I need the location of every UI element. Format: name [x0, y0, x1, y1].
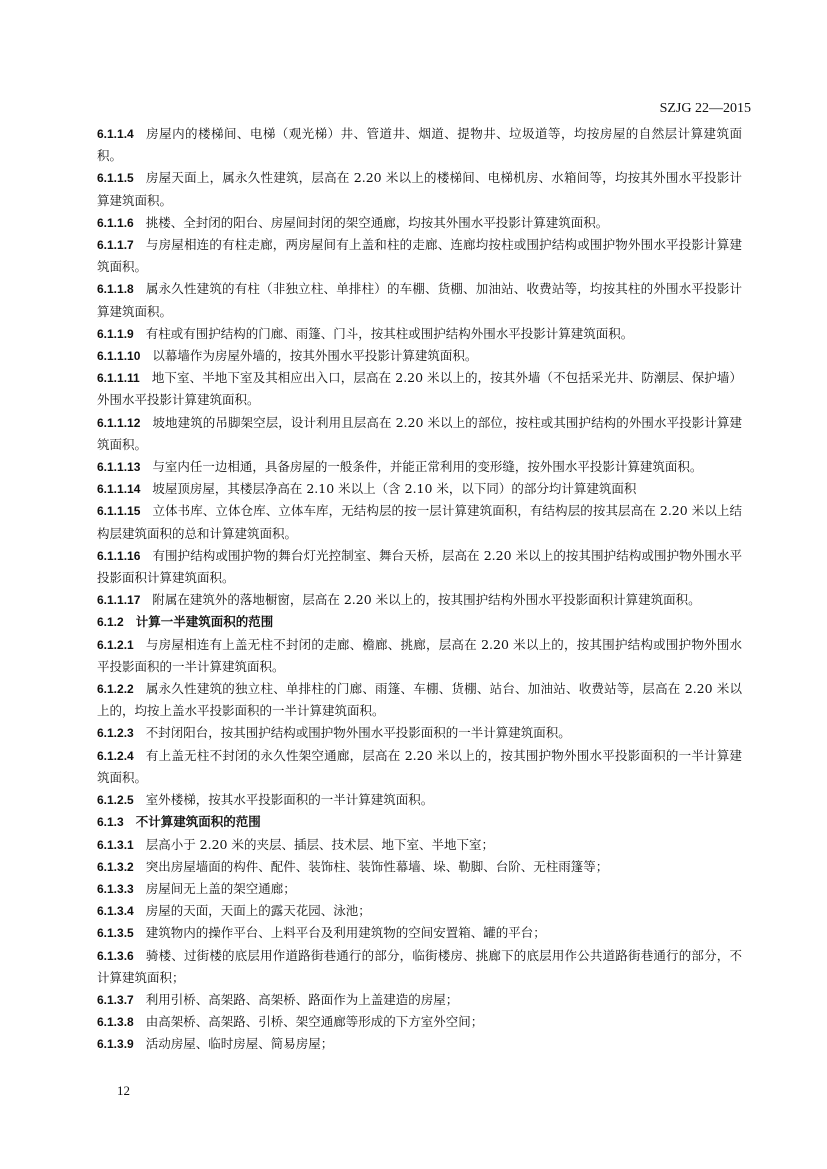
clause-text: 房屋内的楼梯间、电梯（观光梯）井、管道井、烟道、提物井、垃圾道等，均按房屋的自然层计算建筑面积。 [97, 126, 742, 164]
clause-text: 建筑物内的操作平台、上料平台及利用建筑物的空间安置箱、罐的平台； [145, 925, 546, 941]
clause-item [97, 878, 742, 900]
clause-item [97, 456, 742, 478]
clause-item [97, 500, 742, 544]
clause-text: 房屋天面上，属永久性建筑，层高在 2.20 米以上的楼梯间、电梯机房、水箱间等，均按其外围水平投影计算建筑面积。 [97, 170, 742, 208]
clause-item [97, 478, 742, 500]
clause-item [97, 278, 742, 322]
clause-item [97, 922, 742, 944]
clause-number: 6.1.1.17 [97, 593, 141, 608]
clause-item [97, 167, 742, 211]
standard-code: SZJG 22—2015 [659, 101, 751, 116]
clause-text: 有上盖无柱不封闭的永久性架空通廊，层高在 2.20 米以上的，按其围护物外围水平投影面积的一半计算建筑面积。 [97, 747, 742, 785]
clause-text: 活动房屋、临时房屋、简易房屋； [145, 1036, 334, 1052]
clause-text: 属永久性建筑的有柱（非独立柱、单排柱）的车棚、货棚、加油站、收费站等，均按其柱的外围水平投影计算建筑面积。 [97, 281, 742, 319]
section-heading [97, 611, 742, 633]
clause-list [97, 123, 742, 1056]
clause-text: 立体书库、立体仓库、立体车库，无结构层的按一层计算建筑面积，有结构层的按其层高在 2.20 米以上结构层建筑面积的总和计算建筑面积。 [97, 503, 742, 541]
clause-number: 6.1.3.1 [97, 837, 134, 852]
clause-item [97, 834, 742, 856]
clause-number: 6.1.1.15 [97, 504, 141, 519]
clause-number: 6.1.1.8 [97, 282, 134, 297]
clause-text: 与房屋相连有上盖无柱不封闭的走廊、檐廊、挑廊，层高在 2.20 米以上的，按其围护结构或围护物外围水平投影面积的一半计算建筑面积。 [97, 636, 742, 674]
clause-text: 有围护结构或围护物的舞台灯光控制室、舞台天桥，层高在 2.20 米以上的按其围护结构或围护物外围水平投影面积计算建筑面积。 [97, 547, 742, 586]
clause-text: 由高架桥、高架路、引桥、架空通廊等形成的下方室外空间； [145, 1014, 484, 1030]
clause-number: 6.1.1.11 [97, 371, 140, 386]
clause-item [97, 212, 742, 234]
clause-text: 附属在建筑外的落地橱窗，层高在 2.20 米以上的，按其围护结构外围水平投影面积计算建筑面积。 [152, 592, 701, 608]
clause-text: 与室内任一边相通，具备房屋的一般条件，并能正常利用的变形缝，按外围水平投影计算建筑面积。 [152, 459, 703, 475]
clause-text: 不封闭阳台，按其围护结构或围护物外围水平投影面积的一半计算建筑面积。 [145, 725, 571, 741]
clause-text: 房屋间无上盖的架空通廊； [145, 880, 296, 896]
clause-text: 突出房屋墙面的构件、配件、装饰柱、装饰性幕墙、垛、勒脚、台阶、无柱雨篷等； [145, 858, 609, 874]
clause-number: 6.1.1.10 [97, 349, 141, 364]
clause-number: 6.1.3.8 [97, 1015, 134, 1030]
clause-number: 6.1.1.14 [97, 482, 141, 497]
section-heading [97, 811, 742, 833]
clause-number: 6.1.3.2 [97, 859, 134, 874]
clause-item [97, 856, 742, 878]
clause-item [97, 412, 742, 456]
clause-number: 6.1.1.9 [97, 326, 134, 341]
clause-number: 6.1.2.3 [97, 726, 134, 741]
clause-number: 6.1.1.4 [97, 127, 134, 141]
clause-text: 利用引桥、高架路、高架桥、路面作为上盖建造的房屋； [145, 991, 459, 1007]
clause-text: 坡屋顶房屋，其楼层净高在 2.10 米以上（含 2.10 米，以下同）的部分均计算建筑面积 [152, 481, 637, 497]
clause-item [97, 900, 742, 922]
clause-text: 地下室、半地下室及其相应出入口，层高在 2.20 米以上的，按其外墙（不包括采光井、防潮层、保护墙）外围水平投影计算建筑面积。 [97, 370, 742, 408]
clause-number: 6.1.1.16 [97, 548, 141, 563]
clause-item [97, 323, 742, 345]
clause-item [97, 789, 742, 811]
clause-number: 6.1.3.5 [97, 926, 134, 941]
clause-text: 房屋的天面，天面上的露天花园、泳池； [145, 903, 371, 919]
clause-item [97, 945, 742, 989]
clause-item [97, 1033, 742, 1055]
clause-text: 以幕墙作为房屋外墙的，按其外围水平投影计算建筑面积。 [152, 348, 478, 364]
clause-text: 与房屋相连的有柱走廊，两房屋间有上盖和柱的走廊、连廊均按柱或围护结构或围护物外围水平投影计算建筑面积。 [97, 237, 742, 275]
page-number: 12 [117, 1083, 130, 1098]
clause-text: 属永久性建筑的独立柱、单排柱的门廊、雨篷、车棚、货棚、站台、加油站、收费站等，层高在 2.20 米以上的，均按上盖水平投影面积的一半计算建筑面积。 [97, 681, 742, 719]
section-title: 计算一半建筑面积的范围 [135, 614, 274, 630]
clause-number: 6.1.1.7 [97, 238, 134, 253]
clause-text: 室外楼梯，按其水平投影面积的一半计算建筑面积。 [145, 792, 434, 808]
clause-item [97, 345, 742, 367]
clause-text: 挑楼、全封闭的阳台、房屋间封闭的架空通廊，均按其外围水平投影计算建筑面积。 [145, 214, 609, 230]
section-title: 不计算建筑面积的范围 [135, 814, 261, 830]
clause-item [97, 367, 742, 411]
clause-number: 6.1.3.6 [97, 948, 134, 963]
clause-item [97, 545, 742, 589]
clause-item [97, 589, 742, 611]
clause-number: 6.1.3.4 [97, 904, 134, 919]
clause-item [97, 678, 742, 722]
clause-number: 6.1.1.6 [97, 215, 134, 230]
clause-item [97, 123, 742, 167]
clause-item [97, 989, 742, 1011]
clause-item [97, 234, 742, 278]
clause-number: 6.1.3 [97, 815, 124, 830]
clause-number: 6.1.1.12 [97, 415, 141, 430]
clause-number: 6.1.3.3 [97, 881, 134, 896]
clause-number: 6.1.1.13 [97, 460, 141, 475]
clause-item [97, 634, 742, 678]
clause-text: 层高小于 2.20 米的夹层、插层、技术层、地下室、半地下室； [145, 836, 494, 852]
clause-number: 6.1.3.9 [97, 1037, 134, 1052]
clause-item [97, 745, 742, 789]
clause-number: 6.1.2 [97, 615, 124, 630]
clause-text: 坡地建筑的吊脚架空层，设计利用且层高在 2.20 米以上的部位，按柱或其围护结构的外围水平投影计算建筑面积。 [97, 414, 742, 452]
clause-text: 骑楼、过街楼的底层用作道路街巷通行的部分，临街楼房、挑廊下的底层用作公共道路街巷通行的部分，不计算建筑面积； [97, 947, 742, 985]
clause-item [97, 722, 742, 744]
clause-number: 6.1.2.1 [97, 637, 134, 652]
clause-number: 6.1.2.2 [97, 682, 134, 697]
clause-number: 6.1.2.4 [97, 748, 134, 763]
clause-item [97, 1011, 742, 1033]
clause-number: 6.1.2.5 [97, 793, 134, 808]
clause-text: 有柱或有围护结构的门廊、雨篷、门斗，按其柱或围护结构外围水平投影计算建筑面积。 [145, 325, 634, 341]
clause-number: 6.1.3.7 [97, 992, 134, 1007]
clause-number: 6.1.1.5 [97, 171, 134, 186]
